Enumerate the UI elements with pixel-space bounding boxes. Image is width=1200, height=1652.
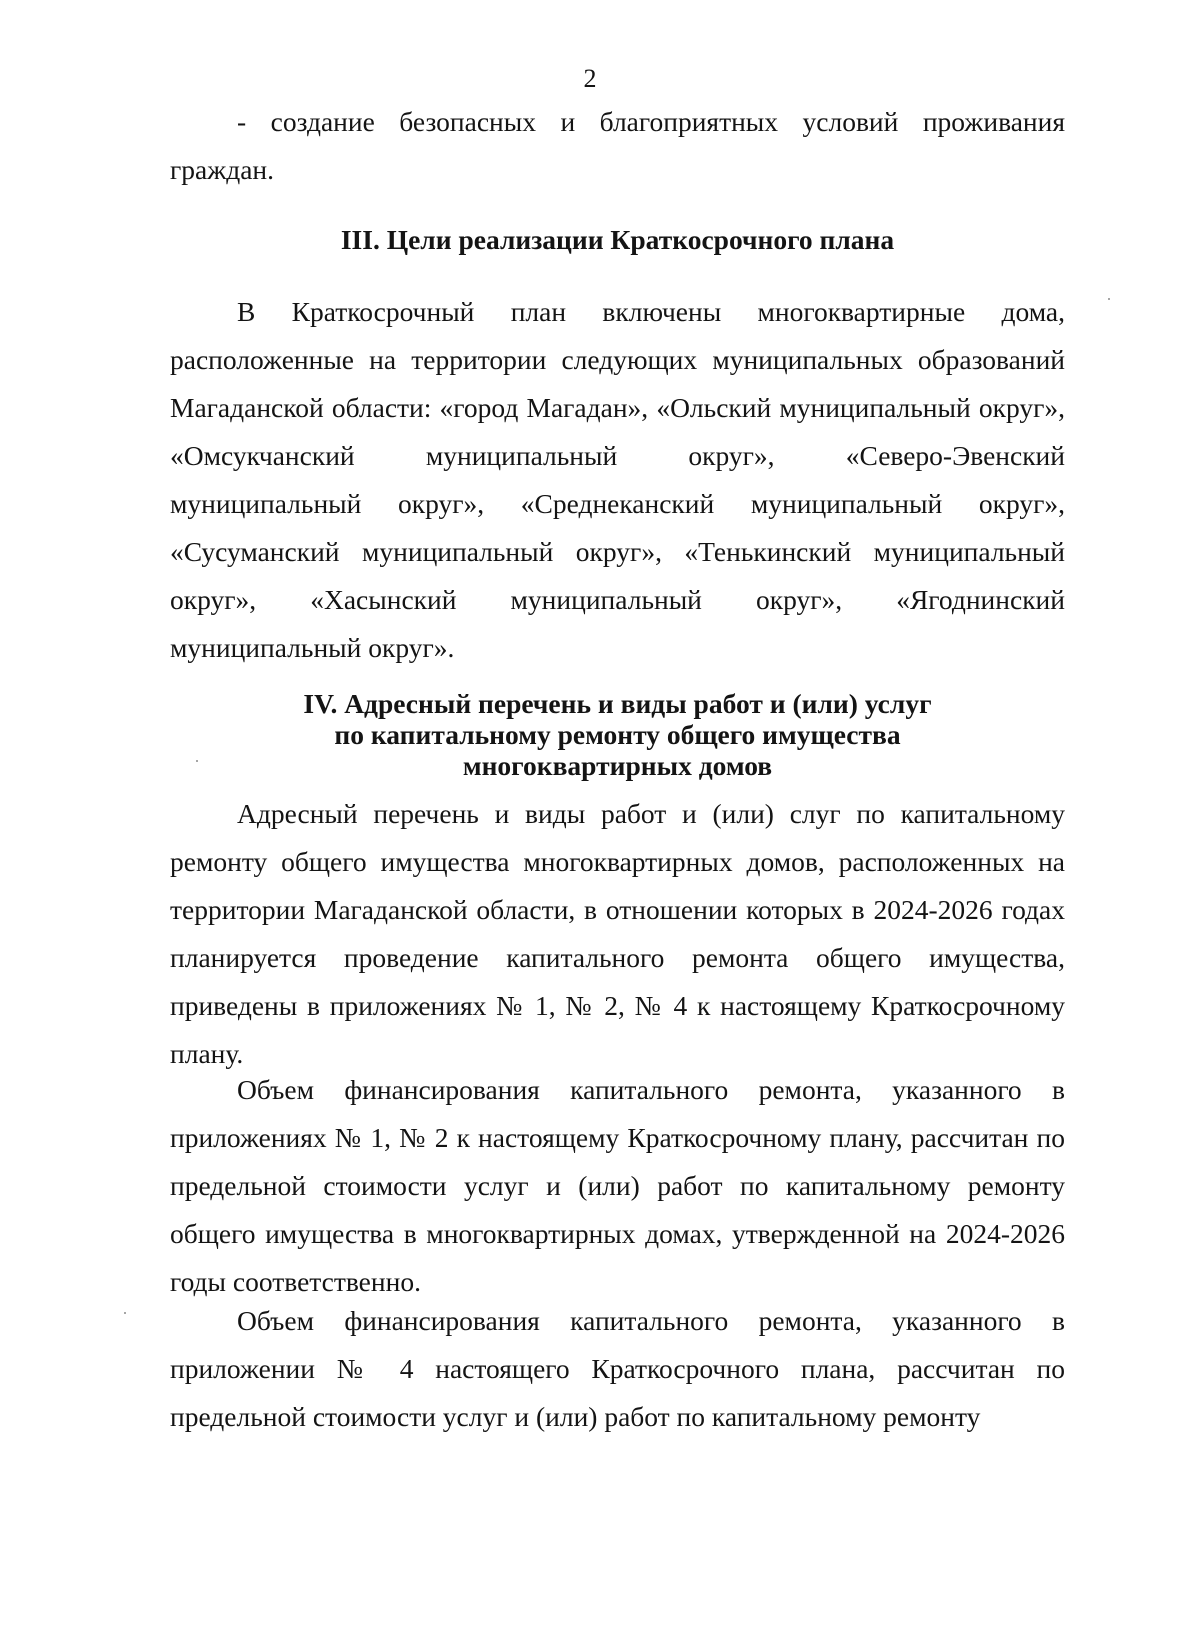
section-4-heading-line: многоквартирных домов — [462, 750, 773, 781]
scan-speck — [124, 1312, 126, 1314]
section-3-heading-text: III. Цели реализации Краткосрочного плана — [340, 224, 895, 255]
scan-speck — [196, 760, 198, 762]
section-3-heading — [170, 224, 1065, 255]
section-4-paragraph-1: Адресный перечень и виды работ и (или) слуг по капитальному ремонту общего имущества многоквартирных домов, расположенных на территории Магаданской области, в отношении которых в 2024-2026 годах планируется проведение капитального ремонта общего имущества, приведены в приложениях № 1, № 2, № 4 к настоящему Краткосрочному плану. — [170, 798, 1065, 1069]
section-4-paragraph-3: Объем финансирования капитального ремонта, указанного в приложении № 4 настоящего Краткосрочного плана, рассчитан по предельной стоимости услуг и (или) работ по капитальному ремонту — [170, 1305, 1065, 1432]
section-4-paragraph-2: Объем финансирования капитального ремонта, указанного в приложениях № 1, № 2 к настоящему Краткосрочному плану, рассчитан по предельной стоимости услуг и (или) работ по капитальному ремонту общего имущества в многоквартирных домах, утвержденной на 2024-2026 годы соответственно. — [170, 1074, 1065, 1297]
section-3-paragraph: В Краткосрочный план включены многоквартирные дома, расположенные на территории следующих муниципальных образований Магаданской области: «город Магадан», «Ольский муниципальный округ», «Омсукчанский муниципальный округ», «Северо-Эвенский муниципальный округ», «Среднеканский муниципальный округ», «Сусуманский муниципальный округ», «Тенькинский муниципальный округ», «Хасынский муниципальный округ», «Ягоднинский муниципальный округ». — [170, 296, 1065, 663]
page-number: 2 — [583, 64, 597, 93]
section-4-heading-line: IV. Адресный перечень и виды работ и (или) услуг — [303, 688, 932, 719]
intro-paragraph: - создание безопасных и благоприятных условий проживания граждан. — [170, 106, 1065, 185]
section-4-heading — [170, 688, 1065, 781]
scan-speck — [1108, 298, 1110, 300]
section-4-heading-line: по капитальному ремонту общего имущества — [334, 719, 901, 750]
